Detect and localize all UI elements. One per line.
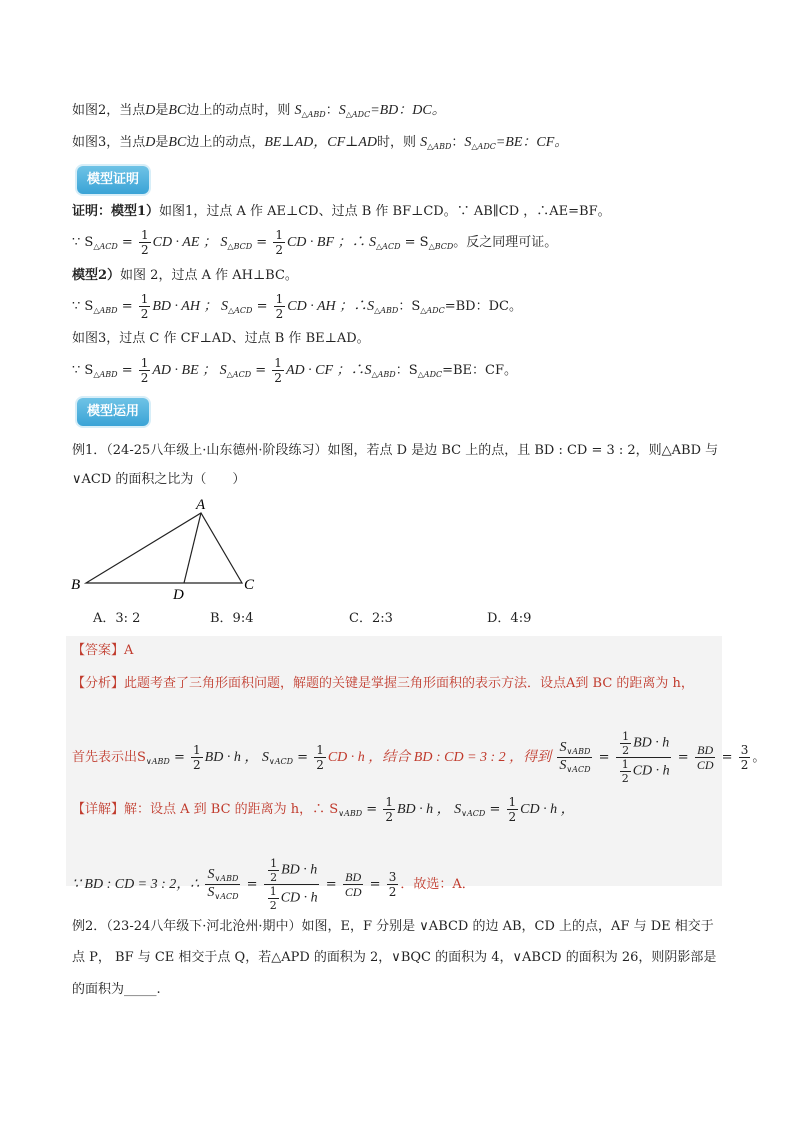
intro-line-2 — [72, 133, 568, 157]
text: △ABD — [93, 306, 118, 315]
text: △BCD — [227, 242, 253, 251]
proof-line-1 — [72, 202, 611, 222]
text: 1 — [140, 292, 149, 306]
example2-question-line-1: 例2．（23-24八年级下·河北沧州·期中）如图，E，F 分别是 ∨ABCD 的边 AB，CD 上的点，AF 与 DE 相交于 — [72, 919, 714, 934]
text: S — [338, 103, 346, 118]
text: ．故选：A． — [400, 877, 475, 892]
text: BD · h — [633, 735, 670, 751]
vertex-label-b: B — [71, 577, 81, 593]
text: 1 — [275, 228, 283, 242]
text: CD · AH ；∴S — [287, 299, 375, 314]
text: 3 — [740, 743, 749, 757]
text: 解：设点 A 到 BC 的距离为 h，∴ S — [124, 802, 339, 817]
text: CD · h ， — [520, 802, 575, 817]
text: 【详解】 — [72, 802, 125, 817]
text: S — [559, 758, 567, 773]
intro-line-1 — [72, 101, 446, 125]
fraction — [695, 744, 716, 771]
text: S — [559, 740, 567, 755]
fraction — [343, 871, 364, 898]
text: 首先表示出S — [72, 750, 146, 765]
text: 2 — [269, 899, 277, 912]
text: = — [598, 750, 610, 765]
text: 是 — [155, 103, 169, 118]
text: ∨ACD — [566, 765, 591, 774]
example1-question-line-1: 例1．（24-25八年级上·山东德州·阶段练习）如图，若点 D 是边 BC 上的点，且 BD : CD = 3 : 2，则△ABD 与 — [72, 443, 719, 458]
vertex-label-c: C — [244, 577, 255, 593]
segment-ad — [184, 513, 201, 583]
text: △ABD — [371, 370, 396, 379]
proof-line-4 — [72, 293, 522, 321]
text: 2 — [385, 810, 393, 824]
text: 1 — [140, 356, 149, 370]
text: 【分析】 — [72, 676, 125, 691]
text: D — [145, 135, 156, 150]
section-badge-apply: 模型运用 — [77, 398, 149, 426]
text: CD — [696, 758, 714, 772]
text: AD · BE ； S — [152, 363, 227, 378]
text: △ABD — [374, 306, 399, 315]
text: S — [464, 135, 472, 150]
text: 1 — [275, 292, 284, 306]
text: BD — [697, 743, 714, 757]
option-d[interactable]: D．4:9 — [487, 611, 532, 626]
text: ： — [451, 135, 465, 150]
text: 证明：模型1） — [72, 204, 160, 219]
text: 是 — [155, 135, 169, 150]
fraction — [268, 858, 279, 883]
text: 【答案】 — [72, 643, 125, 658]
text: △ACD — [226, 370, 252, 379]
text: 如图3，当点 — [72, 135, 146, 150]
fraction — [139, 293, 151, 320]
text: S — [207, 867, 215, 882]
text: 2 — [270, 871, 278, 884]
text: CD · BF ；∴ S — [286, 235, 377, 250]
fraction — [383, 796, 395, 823]
text: 2 — [508, 810, 517, 824]
fraction — [273, 229, 285, 256]
text: AD · CF ；∴S — [285, 363, 372, 378]
option-b[interactable]: B．9:4 — [210, 611, 254, 626]
text: = — [366, 802, 378, 817]
text: 。反之同理可证。 — [453, 235, 558, 250]
text: =BD：DC。 — [370, 103, 446, 118]
text: 2 — [275, 307, 284, 321]
text: = S — [404, 235, 429, 250]
fraction — [274, 293, 286, 320]
text: ∨ABD — [338, 809, 363, 818]
analysis-line-2 — [72, 731, 765, 784]
text: BD · h — [281, 862, 318, 878]
text: = — [721, 750, 733, 765]
fraction — [314, 744, 326, 771]
proof-line-5 — [72, 329, 370, 349]
text: 如图2，当点 — [72, 103, 146, 118]
text: CD · h — [280, 890, 318, 906]
text: 1 — [140, 228, 149, 242]
text: BD · h ， S — [396, 802, 462, 817]
proof-line-6 — [72, 357, 517, 385]
triangle-figure — [66, 495, 276, 605]
text: = — [489, 802, 501, 817]
text: △ACD — [376, 242, 401, 251]
text: ：S — [398, 299, 421, 314]
text: 1 — [385, 795, 393, 809]
text: ：S — [395, 363, 418, 378]
text: 2 — [622, 744, 630, 757]
text: 2 — [140, 371, 149, 385]
ratio-fraction — [205, 868, 240, 901]
text: BD · h ， S — [204, 750, 269, 765]
text: △ABD — [427, 142, 452, 151]
text: 1 — [508, 795, 517, 809]
text: = — [677, 750, 689, 765]
text: ∵ BD : CD = 3 : 2，∴ — [72, 877, 200, 892]
option-a[interactable]: A．3: 2 — [93, 611, 141, 626]
vertex-label-a: A — [196, 497, 206, 513]
text: △ADC — [420, 306, 445, 315]
text: △ABD — [93, 370, 118, 379]
fraction — [620, 731, 631, 756]
text: S — [420, 135, 428, 150]
text: ∨ABD — [214, 874, 239, 883]
text: ∨ACD — [268, 757, 294, 766]
text: 1 — [269, 885, 277, 898]
text: 此题考查了三角形面积问题，解题的关键是掌握三角形面积的表示方法．设点A到 BC 的距离为 h， — [124, 676, 694, 691]
text: BE⊥AD，CF⊥AD — [264, 135, 377, 150]
text: CD · h ，结合 BD : CD = 3 : 2 ，得到 — [327, 750, 552, 765]
text: BD · AH ； S — [152, 299, 228, 314]
text: =BD：DC。 — [444, 299, 522, 314]
text: S — [294, 103, 302, 118]
text: 边上的动点， — [186, 135, 265, 150]
triangle-abc — [86, 513, 242, 583]
text: 如图 2，过点 A 作 AH⊥BC。 — [120, 268, 298, 283]
text: = — [369, 877, 381, 892]
option-c[interactable]: C．2:3 — [349, 611, 393, 626]
text: △ACD — [227, 306, 253, 315]
compound-fraction — [616, 731, 672, 784]
text: = — [173, 750, 185, 765]
text: = — [297, 750, 309, 765]
text: 2 — [140, 243, 149, 257]
text: 1 — [621, 758, 629, 771]
text: = — [121, 235, 133, 250]
example1-question-line-2: ∨ACD 的面积之比为（ ） — [72, 472, 246, 487]
text: = — [255, 363, 267, 378]
text: D — [145, 103, 156, 118]
text: =BE：CF。 — [442, 363, 518, 378]
example2-question-line-2: 点 P， BF 与 CE 相交于点 Q，若△APD 的面积为 2，∨BQC 的面积为 4，∨ABCD 的面积为 26，则阴影部是 — [72, 950, 717, 965]
fraction — [272, 357, 284, 384]
fraction — [387, 871, 399, 898]
text: = — [256, 235, 268, 250]
proof-line-2 — [72, 229, 557, 257]
text: 。 — [752, 750, 766, 765]
text: 3 — [388, 870, 397, 884]
text: ∵ S — [72, 235, 94, 250]
text: 2 — [274, 371, 282, 385]
text: 如图3，过点 C 作 CF⊥AD、过点 B 作 BE⊥AD。 — [72, 331, 370, 346]
text: CD · h — [632, 763, 670, 779]
text: = — [246, 877, 258, 892]
text: ∨ABD — [566, 747, 591, 756]
text: = — [325, 877, 337, 892]
answer-line — [72, 641, 133, 661]
fraction — [139, 229, 151, 256]
text: BC — [168, 103, 187, 118]
text: CD — [344, 885, 362, 899]
text: △ADC — [345, 110, 371, 119]
example2-question-line-3: 的面积为_____. — [72, 982, 161, 997]
text: 时，则 — [376, 135, 416, 150]
text: 2 — [316, 758, 324, 772]
text: BC — [168, 135, 187, 150]
fraction — [139, 357, 151, 384]
compound-fraction — [264, 858, 320, 911]
text: 2 — [740, 758, 749, 772]
text: = — [121, 299, 133, 314]
text: S — [207, 885, 215, 900]
detail-line-2 — [72, 858, 475, 911]
text: 1 — [622, 730, 630, 743]
text: 2 — [621, 772, 629, 785]
text: 1 — [270, 857, 278, 870]
fraction — [268, 886, 279, 911]
text: = — [121, 363, 133, 378]
proof-line-3 — [72, 266, 298, 286]
analysis-line-1 — [72, 674, 694, 694]
detail-line-1 — [72, 796, 575, 824]
text: ∨ABD — [145, 757, 170, 766]
text: △ADC — [417, 370, 443, 379]
text: ： — [325, 103, 339, 118]
text: =BE：CF。 — [495, 135, 569, 150]
text: A — [124, 643, 134, 658]
text: 2 — [140, 307, 149, 321]
text: 边上的动点时，则 — [186, 103, 291, 118]
text: ∵ S — [72, 299, 94, 314]
text: △ABD — [301, 110, 326, 119]
text: BD — [345, 870, 362, 884]
text: 2 — [193, 758, 201, 772]
text: 1 — [274, 356, 282, 370]
fraction — [191, 744, 203, 771]
vertex-label-d: D — [173, 587, 184, 603]
text: ∨ACD — [461, 809, 486, 818]
ratio-fraction — [557, 741, 592, 774]
text: 如图1，过点 A 作 AE⊥CD、过点 B 作 BF⊥CD。∵ AB∥CD ，∴AE=BF。 — [159, 204, 611, 219]
text: △ACD — [93, 242, 118, 251]
text: 1 — [316, 743, 324, 757]
text: △BCD — [428, 242, 454, 251]
text: 1 — [193, 743, 201, 757]
fraction — [620, 759, 631, 784]
text: ∨ACD — [214, 892, 239, 901]
fraction — [507, 796, 519, 823]
text: 2 — [388, 885, 397, 899]
text: CD · AE ； S — [152, 235, 228, 250]
text: △ADC — [471, 142, 496, 151]
text: ∵ S — [72, 363, 94, 378]
fraction — [739, 744, 751, 771]
section-badge-proof: 模型证明 — [77, 166, 149, 194]
text: 模型2） — [72, 268, 121, 283]
text: 2 — [275, 243, 283, 257]
text: = — [256, 299, 268, 314]
